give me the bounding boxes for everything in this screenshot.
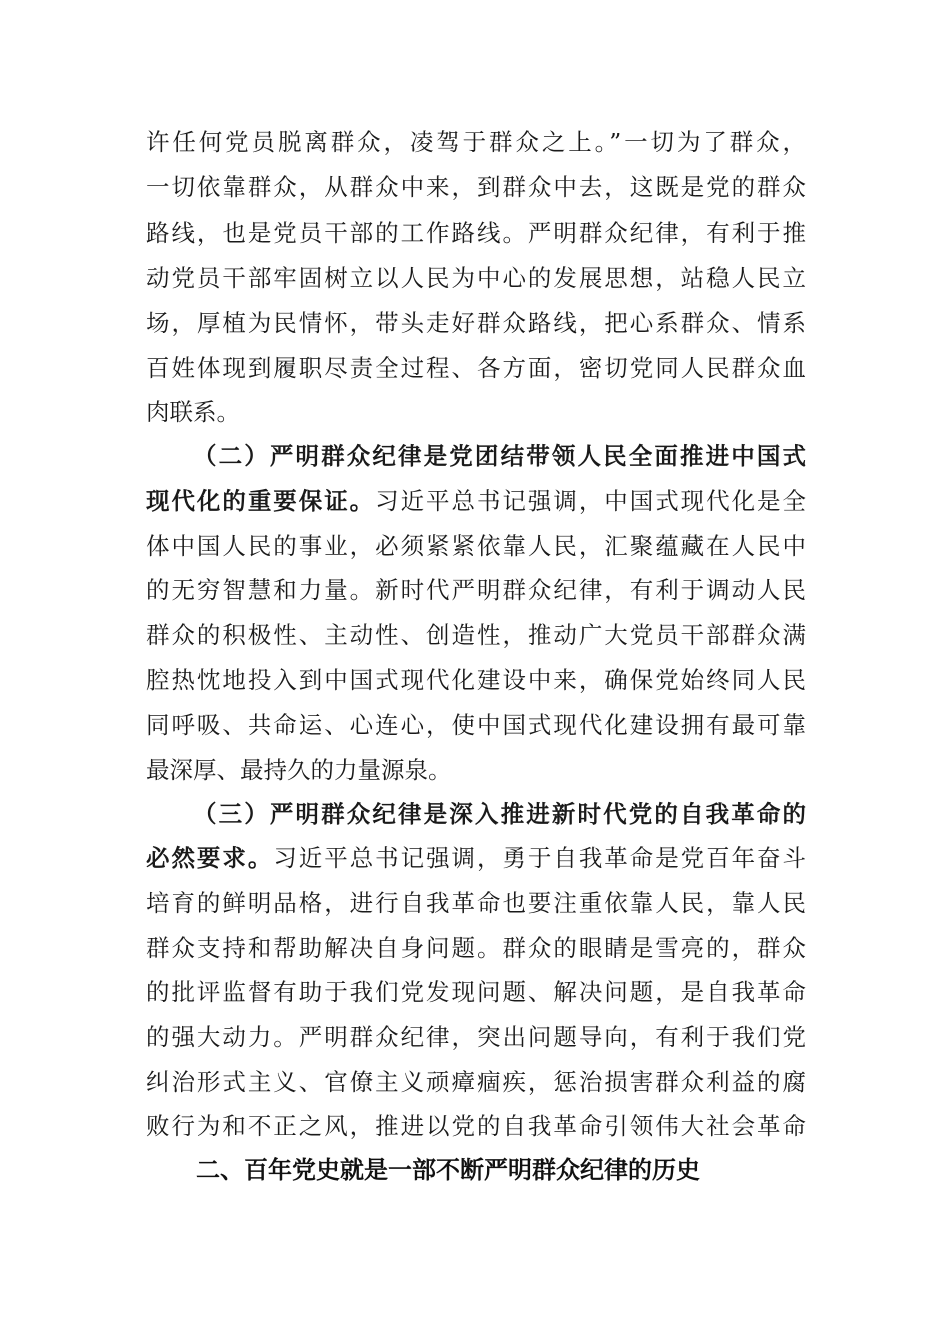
subheading-tail: 必然要求。 xyxy=(146,844,274,872)
text-line: 一切依靠群众，从群众中来，到群众中去，这既是党的群众 xyxy=(146,173,806,201)
text-line: 许任何党员脱离群众，凌驾于群众之上。”一切为了群众， xyxy=(146,128,806,156)
text-line: 同呼吸、共命运、心连心，使中国式现代化建设拥有最可靠 xyxy=(146,711,806,739)
subheading-tail: 现代化的重要保证。 xyxy=(146,487,376,515)
text-line: 动党员干部牢固树立以人民为中心的发展思想，站稳人民立 xyxy=(146,264,806,292)
text-line: 群众支持和帮助解决自身问题。群众的眼睛是雪亮的，群众 xyxy=(146,934,806,962)
text-line: 的强大动力。严明群众纪律，突出问题导向，有利于我们党 xyxy=(146,1023,806,1051)
text-line xyxy=(146,481,806,521)
text-line: 的无穷智慧和力量。新时代严明群众纪律，有利于调动人民 xyxy=(146,576,806,604)
text-span: 习近平总书记强调，中国式现代化是全 xyxy=(375,487,806,515)
text-line: 百姓体现到履职尽责全过程、各方面，密切党同人民群众血 xyxy=(146,354,806,382)
text-line: 纠治形式主义、官僚主义顽瘴痼疾，惩治损害群众利益的腐 xyxy=(146,1068,806,1096)
section-heading: 二、百年党史就是一部不断严明群众纪律的历史 xyxy=(196,1156,700,1184)
text-line xyxy=(146,838,806,878)
text-span: 习近平总书记强调，勇于自我革命是党百年奋斗 xyxy=(273,844,806,872)
text-line: 最深厚、最持久的力量源泉。 xyxy=(146,756,452,784)
subheading-line: （二）严明群众纪律是党团结带领人民全面推进中国式 xyxy=(193,442,806,470)
text-line: 路线，也是党员干部的工作路线。严明群众纪律，有利于推 xyxy=(146,219,806,247)
text-line: 群众的积极性、主动性、创造性，推动广大党员干部群众满 xyxy=(146,621,806,649)
text-line: 体中国人民的事业，必须紧紧依靠人民，汇聚蕴藏在人民中 xyxy=(146,532,806,560)
text-line: 的批评监督有助于我们党发现问题、解决问题，是自我革命 xyxy=(146,978,806,1006)
text-line: 腔热忱地投入到中国式现代化建设中来，确保党始终同人民 xyxy=(146,666,806,694)
text-line: 肉联系。 xyxy=(146,398,240,426)
subheading-line: （三）严明群众纪律是深入推进新时代党的自我革命的 xyxy=(193,800,806,828)
text-line: 场，厚植为民情怀，带头走好群众路线，把心系群众、情系 xyxy=(146,309,806,337)
text-line: 败行为和不正之风，推进以党的自我革命引领伟大社会革命 xyxy=(146,1112,806,1140)
text-line: 培育的鲜明品格，进行自我革命也要注重依靠人民，靠人民 xyxy=(146,889,806,917)
